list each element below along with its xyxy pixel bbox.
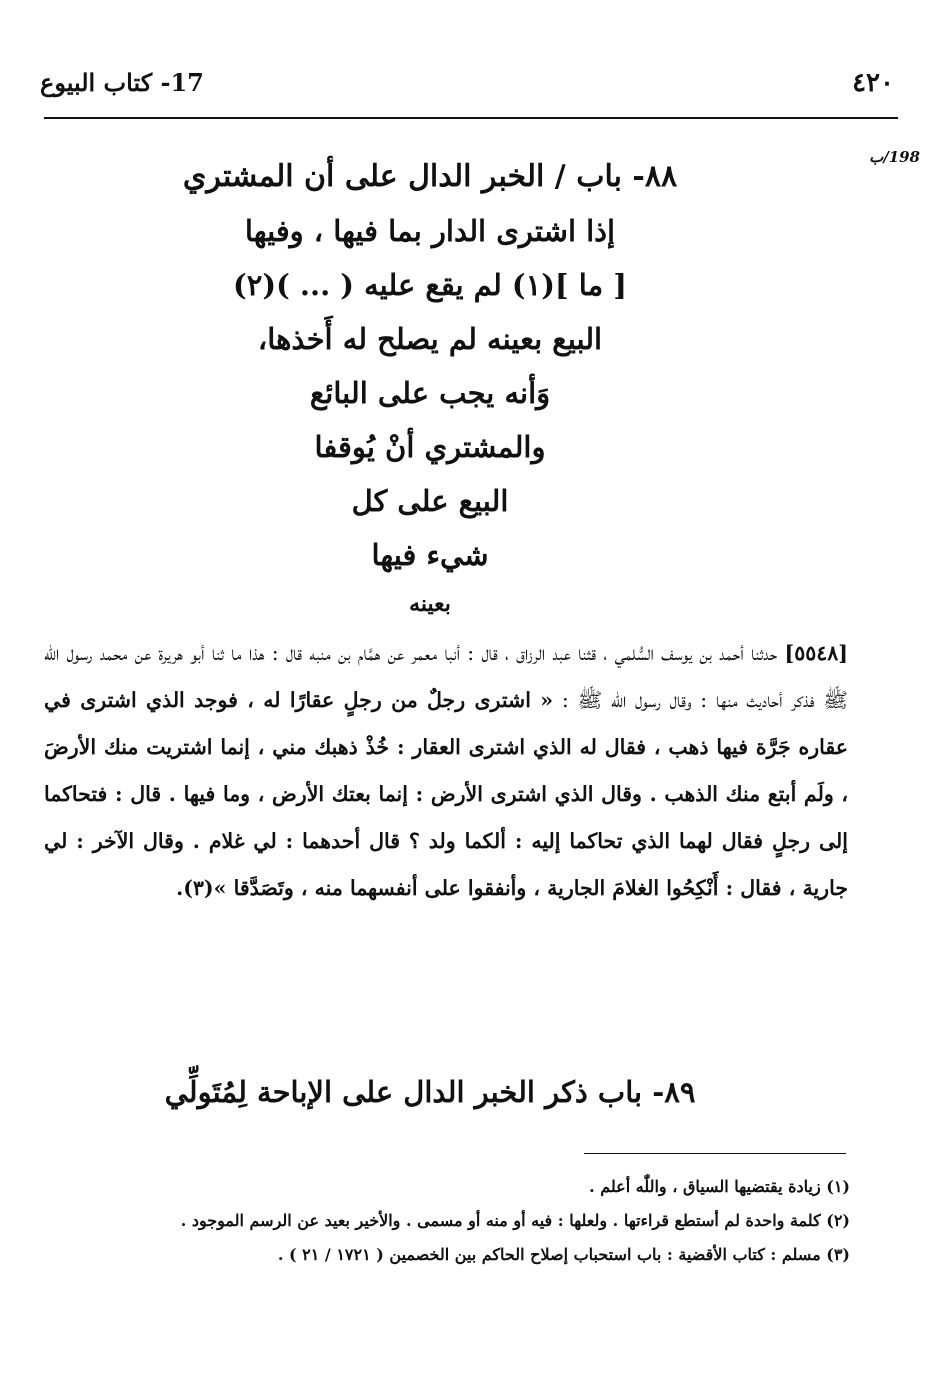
footnote: (٣) مسلم : كتاب الأقضية : باب استحباب إصلاح الحاكم بين الخصمين ( ١٧٢١ / ٢١ ) . (277, 1245, 850, 1264)
hadith-isnad: حدثنا أحمد بن يوسف السُّلمي ، قثنا عبد الرزاق ، قال : أنبا معمر عن همَّام بن منبه قال : هذا ما ثنا أبو هريرة عن محمد رسول اللّٰه ﷺ فذكر أحاديث منها : وقال رسول اللّٰه ﷺ : (44, 641, 848, 712)
chapter-line: البيع بعينه لم يصلح له أَخذها، (257, 322, 603, 356)
chapter-line: إذا اشترى الدار بما فيها ، وفيها (244, 214, 616, 248)
chapter-line: البيع على كل (351, 484, 509, 518)
footnote: (١) زيادة يقتضيها السياق ، واللّٰه أعلم . (589, 1177, 850, 1196)
chapter-heading (150, 150, 710, 626)
footnote-rule (584, 1153, 846, 1154)
footnotes (60, 1170, 850, 1272)
header-rule (44, 117, 898, 119)
hadith-matn: « اشترى رجلٌ من رجلٍ عقارًا له ، فوجد الذي اشترى في عقاره جَرَّة فيها ذهب ، فقال له الذي اشترى العقار : خُذْ ذهبك مني ، إنما اشتريت منك الأرضَ ، ولَم أبتع منك الذهب . وقال الذي اشترى الأرض : إنما بعتك الأرض ، وما فيها . قال : فتحاكما إلى رجلٍ فقال لهما الذي تحاكما إليه : ألكما ولد ؟ قال أحدهما : لي غلام . وقال الآخر : لي جارية ، فقال : أَنْكِحُوا الغلامَ الجارية ، وأنفقوا على أنفسهما منه ، وتَصَدَّقا »(٣). (44, 688, 848, 900)
chapter-line: بعينه (409, 591, 451, 617)
chapter-line: والمشتري أنْ يُوقفا (314, 430, 546, 464)
margin-folio-note: 198/ب (869, 148, 920, 166)
hadith-text (44, 630, 848, 912)
chapter-line: ٨٨- باب / الخبر الدال على أن المشتري (182, 159, 678, 194)
next-chapter-heading: ٨٩- باب ذكر الخبر الدال على الإباحة لِمُتَولِّي (164, 1075, 696, 1109)
hadith-number: [٥٥٤٨] (784, 641, 848, 665)
book-title: 17- كتاب البيوع (40, 68, 204, 97)
page-number: ٤٢٠ (852, 68, 894, 98)
footnote: (٢) كلمة واحدة لم أستطع قراءتها . ولعلها : فيه أو منه أو مسمى . والأخير بعيد عن الرسم الموجود . (180, 1211, 850, 1230)
chapter-line: وَأنه يجب على البائع (309, 376, 551, 410)
chapter-line: شيء فيها (371, 538, 489, 572)
chapter-line: [ ما ](١) لم يقع عليه ( ... )(٢) (233, 268, 627, 302)
